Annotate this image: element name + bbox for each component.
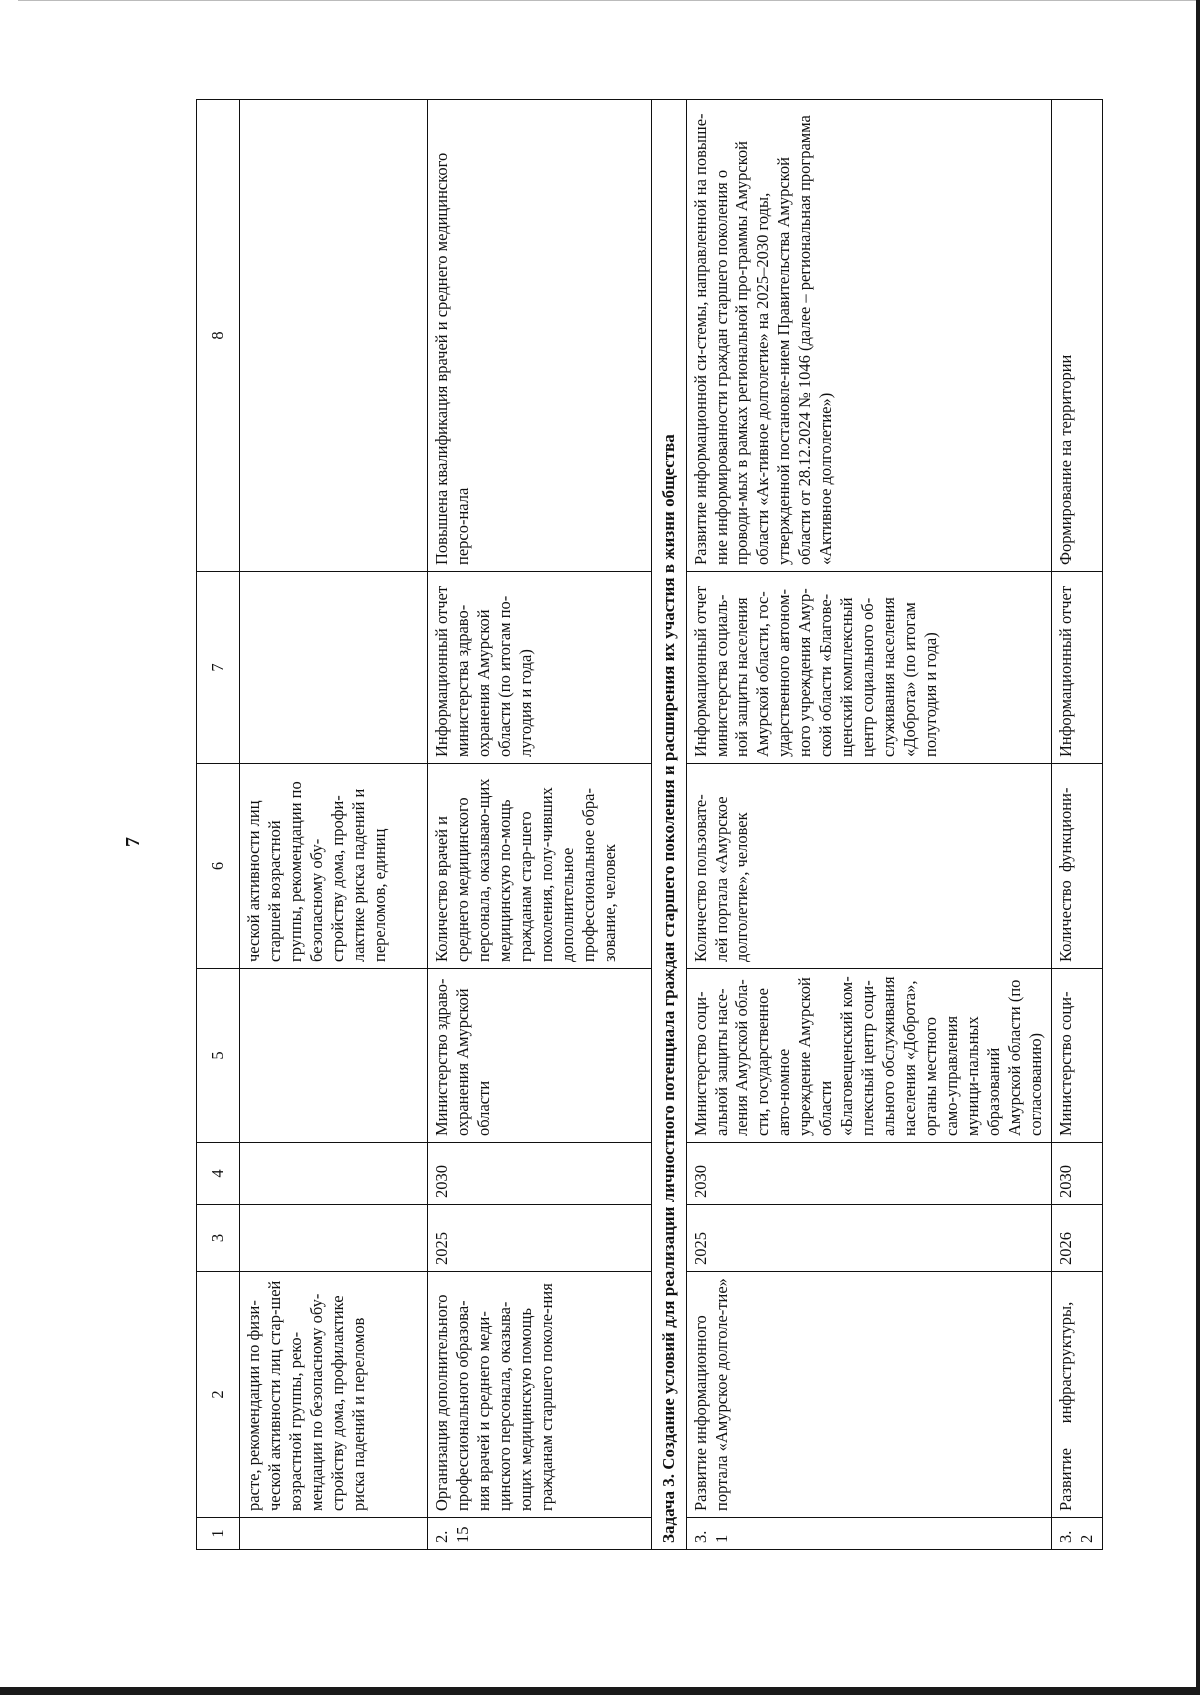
result-cell: Формирование на территории [1051,100,1102,572]
end-year-cell [240,1143,428,1205]
end-year-cell: 2030 [1051,1143,1102,1205]
column-header: 8 [197,100,240,572]
row-number-cell: 3.1 [686,1518,1051,1550]
page-number: 7 [122,837,144,847]
column-header: 7 [197,572,240,764]
indicator-cell: Количество пользовате-лей портала «Амурское долголетие», человек [686,764,1051,969]
report-form-cell: Информационный отчет министерства здраво-охранения Амурской области (по итогам по-лугодия и года) [428,572,652,764]
responsible-cell: Министерство соци-альной защиты насе-ления Амурской обла-сти, государственное авто-номное учреждение Амурской области «Благовещенский ком-плексный центр соци-ального обслуживания населения «Доброта», органы местного само-управления муници-пальных образований Амурской области (по согласованию) [686,969,1051,1143]
start-year-cell: 2025 [428,1205,652,1272]
responsible-cell [240,969,428,1143]
activity-name-cell: расте, рекомендации по физи-ческой активности лиц стар-шей возрастной группы, реко-мендации по безопасному обу-стройству дома, профилактике риска падений и переломов [240,1272,428,1518]
table-row [428,100,652,1550]
scan-edge-top [18,0,1198,1]
table-row [1051,100,1102,1550]
column-header: 5 [197,969,240,1143]
start-year-cell [240,1205,428,1272]
task-3-heading: Задача 3. Создание условий для реализации личностного потенциала граждан старшего поколения и расширения их участия в жизни общества [652,100,687,1550]
start-year-cell: 2026 [1051,1205,1102,1272]
activity-name-cell: Развитие инфраструктуры, [1051,1272,1102,1518]
scan-edge-right [1196,0,1200,1695]
result-cell: Развитие информационной си-стемы, направленной на повыше-ние информированности граждан старшего поколения о проводи-мых в рамках региональной про-граммы Амурской области «Ак-тивное долголетие» на 2025–2030 годы, утвержденной постановле-нием Правительства Амурской области от 28.12.2024 № 1046 (далее – региональная программа «Активное долголетие») [686,100,1051,572]
start-year-cell: 2025 [686,1205,1051,1272]
table-header-row [197,100,240,1550]
row-number-cell: 2.15 [428,1518,652,1550]
column-header: 4 [197,1143,240,1205]
row-number-cell: 3.2 [1051,1518,1102,1550]
report-form-cell: Информационный отчет [1051,572,1102,764]
result-cell [240,100,428,572]
program-activities-table [196,99,1103,1550]
indicator-cell: ческой активности лиц старшей возрастной группы, рекомендации по безопасному обу-стройству дома, профи-лактике риска падений и переломов, единиц [240,764,428,969]
column-header: 6 [197,764,240,969]
indicator-cell: Количество функциони- [1051,764,1102,969]
report-form-cell: Информационный отчет министерства социаль-ной защиты населения Амурской области, гос-ударственного автоном-ного учреждения Амур-ской области «Благове-щенский комплексный центр социального об-служивания населения «Доброта» (по итогам полугодия и года) [686,572,1051,764]
scan-edge-bottom [0,1687,1200,1695]
responsible-cell: Министерство здраво-охранения Амурской области [428,969,652,1143]
report-form-cell [240,572,428,764]
rotated-document-page [100,92,1100,1592]
activity-name-cell: Развитие информационного портала «Амурское долголе-тие» [686,1272,1051,1518]
end-year-cell: 2030 [428,1143,652,1205]
column-header: 1 [197,1518,240,1550]
indicator-cell: Количество врачей и среднего медицинского персонала, оказываю-щих медицинскую по-мощь гражданам стар-шего поколения, полу-чивших дополнительное профессиональное обра-зование, человек [428,764,652,969]
table-row [240,100,428,1550]
result-cell: Повышена квалификация врачей и среднего медицинского персо-нала [428,100,652,572]
task-heading-row [652,100,687,1550]
row-number-cell [240,1518,428,1550]
table-row [686,100,1051,1550]
column-header: 2 [197,1272,240,1518]
activity-name-cell: Организация дополнительного профессионального образова-ния врачей и среднего меди-цинского персонала, оказыва-ющих медицинскую помощь гражданам старшего поколе-ния [428,1272,652,1518]
column-header: 3 [197,1205,240,1272]
responsible-cell: Министерство соци- [1051,969,1102,1143]
end-year-cell: 2030 [686,1143,1051,1205]
